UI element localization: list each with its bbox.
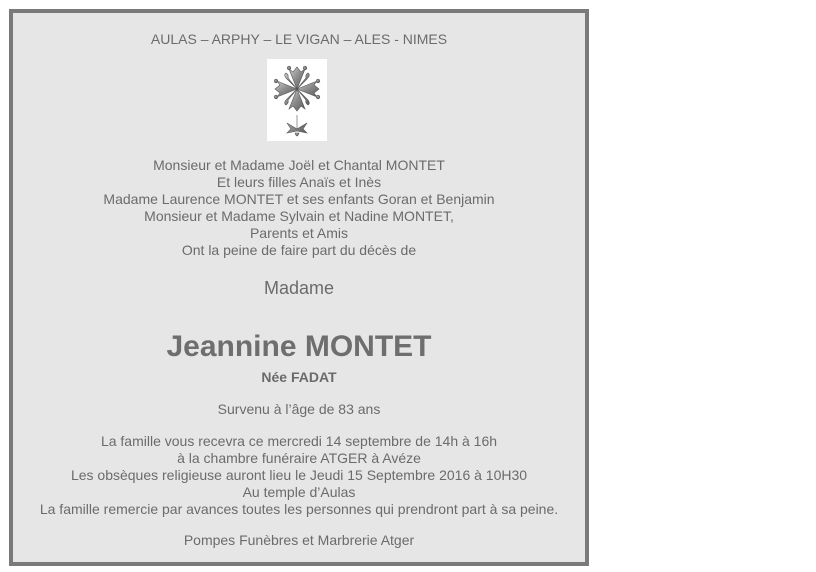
family-line: Et leurs filles Anaïs et Inès bbox=[216, 174, 382, 190]
family-line: Madame Laurence MONTET et ses enfants Goran et Benjamin bbox=[103, 191, 495, 207]
deceased-name: Jeannine MONTET bbox=[166, 330, 432, 363]
detail-line: La famille remercie par avances toutes les personnes qui prendront part à sa peine. bbox=[39, 501, 559, 517]
ceremony-details bbox=[13, 433, 585, 518]
family-line: Monsieur et Madame Sylvain et Nadine MONTET, bbox=[144, 208, 454, 224]
huguenot-cross-icon bbox=[267, 59, 327, 141]
places-header: AULAS – ARPHY – LE VIGAN – ALES - NIMES bbox=[150, 31, 448, 47]
detail-line: à la chambre funéraire ATGER à Avéze bbox=[177, 450, 421, 466]
family-list bbox=[13, 157, 585, 259]
maiden-name: Née FADAT bbox=[261, 369, 337, 385]
funeral-home: Pompes Funèbres et Marbrerie Atger bbox=[183, 532, 415, 548]
deceased-title: Madame bbox=[263, 278, 335, 298]
family-line: Monsieur et Madame Joël et Chantal MONTET bbox=[153, 157, 445, 173]
age-text: Survenu à l’âge de 83 ans bbox=[217, 401, 381, 417]
detail-line: Les obsèques religieuse auront lieu le Jeudi 15 Septembre 2016 à 10H30 bbox=[70, 467, 528, 483]
detail-line: La famille vous recevra ce mercredi 14 septembre de 14h à 16h bbox=[100, 433, 498, 449]
detail-line: Au temple d’Aulas bbox=[242, 484, 356, 500]
obituary-notice bbox=[9, 9, 589, 566]
family-line: Ont la peine de faire part du décès de bbox=[181, 242, 417, 258]
family-line: Parents et Amis bbox=[249, 225, 349, 241]
